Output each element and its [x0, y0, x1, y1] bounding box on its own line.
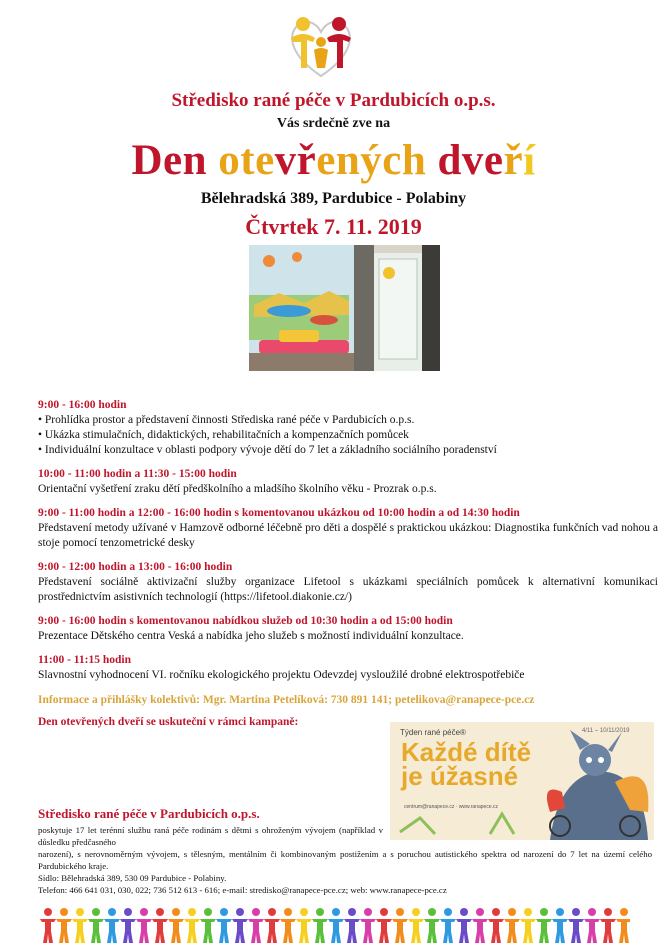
chain-child-figure: [616, 908, 630, 943]
chain-child-figure: [296, 908, 312, 943]
chain-child-figure: [264, 908, 280, 943]
chain-child-figure: [328, 908, 344, 943]
chain-child-figure: [440, 908, 456, 943]
program-item: [38, 506, 658, 551]
title-segment: ř: [503, 137, 524, 184]
chain-child-figure: [216, 908, 232, 943]
chain-child-figure: [488, 908, 504, 943]
poster-slogan: Každé dítě je úžasné: [401, 737, 532, 791]
chain-child-figure: [376, 908, 392, 943]
title-segment: dve: [437, 137, 504, 184]
footer-phones: Telefon: 466 641 031, 030, 022; 736 512 613 - 616; e-mail: stredisko@ranapece-pce.cz; web: www.ranapece-pce.cz: [38, 885, 447, 895]
title-segment: ených: [316, 137, 427, 184]
footer-description: poskytuje 17 let terénní službu raná péče rodinám s dětmi s ohroženým vývojem (například v důsledku předčasného: [38, 825, 383, 847]
chain-child-figure: [200, 908, 216, 943]
program-time: 9:00 - 16:00 hodin: [38, 399, 127, 411]
footer-description-continued: narození), s nerovnoměrným vývojem, s tělesným, mentálním či kombinovaným postižením a s poruchou autistického spektra od narození do 7 let na území celého Pardubického kraje.: [38, 849, 652, 871]
chain-child-figure: [568, 908, 584, 943]
room-photo: [249, 245, 440, 371]
chain-child-figure: [280, 908, 296, 943]
program-time: 9:00 - 12:00 hodin a 13:00 - 16:00 hodin: [38, 561, 233, 573]
chain-child-figure: [360, 908, 376, 943]
program-bullet: • Individuální konzultace v oblasti podpory vývoje dětí do 7 let a základního sociálního poradenství: [38, 444, 497, 456]
chain-child-figure: [248, 908, 264, 943]
title-segment: í: [523, 137, 536, 184]
organization-logo: [283, 12, 359, 82]
chain-child-figure: [536, 908, 552, 943]
program-description: Slavnostní vyhodnocení VI. ročníku ekologického projektu Odevzdej vysloužilé drobné elektrospotřebiče: [38, 669, 525, 681]
program-time: 9:00 - 11:00 hodin a 12:00 - 16:00 hodin s komentovanou ukázkou od 10:00 hodin a od 14:30 hodin: [38, 507, 520, 519]
program-description: Představení sociálně aktivizační služby organizace Lifetool s ukázkami speciálních pomůcek k alternativní komunikaci prostřednictvím asistivních technologií (https://lifetool.diakonie.cz/): [38, 576, 658, 603]
chain-child-figure: [40, 908, 56, 943]
campaign-note: Den otevřených dveří se uskuteční v rámci kampaně:: [38, 716, 299, 728]
organization-title: Středisko rané péče v Pardubicích o.p.s.: [171, 90, 496, 111]
poster-week-label: Týden rané péče®: [400, 728, 466, 737]
chain-child-figure: [456, 908, 472, 943]
program-item: [38, 467, 658, 497]
chain-child-figure: [136, 908, 152, 943]
program-time: 11:00 - 11:15 hodin: [38, 654, 131, 666]
program-bullets: [38, 413, 658, 458]
chain-child-figure: [424, 908, 440, 943]
chain-child-figure: [56, 908, 72, 943]
footer: [38, 808, 652, 896]
chain-child-figure: [552, 908, 568, 943]
program-description: Orientační vyšetření zraku dětí předškolního a mladšího školního věku - Prozrak o.p.s.: [38, 483, 437, 495]
chain-child-figure: [104, 908, 120, 943]
footer-organization: Středisko rané péče v Pardubicích o.p.s.: [38, 806, 260, 821]
title-segment: ote: [218, 137, 275, 184]
chain-child-figure: [152, 908, 168, 943]
event-address: Bělehradská 389, Pardubice - Polabiny: [200, 190, 467, 207]
chain-child-figure: [184, 908, 200, 943]
chain-child-figure: [88, 908, 104, 943]
program-bullet: • Ukázka stimulačních, didaktických, rehabilitačních a kompenzačních pomůcek: [38, 429, 409, 441]
chain-child-figure: [120, 908, 136, 943]
program-description: Prezentace Dětského centra Veská a nabídka jeho služeb s možností individuální konzultace.: [38, 630, 464, 642]
title-segment: Den: [131, 137, 207, 184]
chain-child-figure: [232, 908, 248, 943]
registration-contact: Informace a přihlášky kolektivů: Mgr. Martina Petelíková: 730 891 141; petelikova@ranapece-pce.cz: [38, 694, 535, 706]
chain-child-figure: [472, 908, 488, 943]
title-segment: [426, 137, 437, 184]
footer-seat: Sídlo: Bělehradská 389, 530 09 Pardubice - Polabiny.: [38, 873, 227, 883]
chain-child-figure: [408, 908, 424, 943]
chain-child-figure: [600, 908, 616, 943]
chain-child-figure: [520, 908, 536, 943]
title-segment: [207, 137, 218, 184]
event-date: Čtvrtek 7. 11. 2019: [245, 214, 422, 239]
poster-dates: 4/11 – 10/11/2019: [582, 728, 630, 734]
program-item: [38, 560, 658, 605]
chain-child-figure: [392, 908, 408, 943]
program-item: [38, 398, 658, 458]
invitation-line: Vás srdečně zve na: [276, 116, 391, 131]
chain-child-figure: [72, 908, 88, 943]
chain-child-figure: [168, 908, 184, 943]
chain-child-figure: [584, 908, 600, 943]
title-segment: vř: [274, 137, 317, 184]
poster-contact: centrum@ranapece.cz · www.ranapece.cz: [404, 804, 499, 810]
paper-chain-people-icon: [40, 907, 630, 945]
program-list: [38, 398, 658, 692]
chain-child-figure: [312, 908, 328, 943]
chain-child-figure: [504, 908, 520, 943]
program-time: 9:00 - 16:00 hodin s komentovanou nabídkou služeb od 10:30 hodin a od 15:00 hodin: [38, 615, 453, 627]
chain-child-figure: [344, 908, 360, 943]
program-bullet: • Prohlídka prostor a představení činnosti Střediska rané péče v Pardubicích o.p.s.: [38, 414, 415, 426]
program-time: 10:00 - 11:00 hodin a 11:30 - 15:00 hodin: [38, 468, 237, 480]
event-title: [0, 136, 667, 185]
program-item: [38, 653, 658, 683]
program-description: Představení metody užívané v Hamzově odborné léčebně pro děti a dospělé s praktickou ukázkou: Diagnostika funkčních vad nohou a stoje pomocí tenzometrické desky: [38, 522, 658, 549]
program-item: [38, 614, 658, 644]
